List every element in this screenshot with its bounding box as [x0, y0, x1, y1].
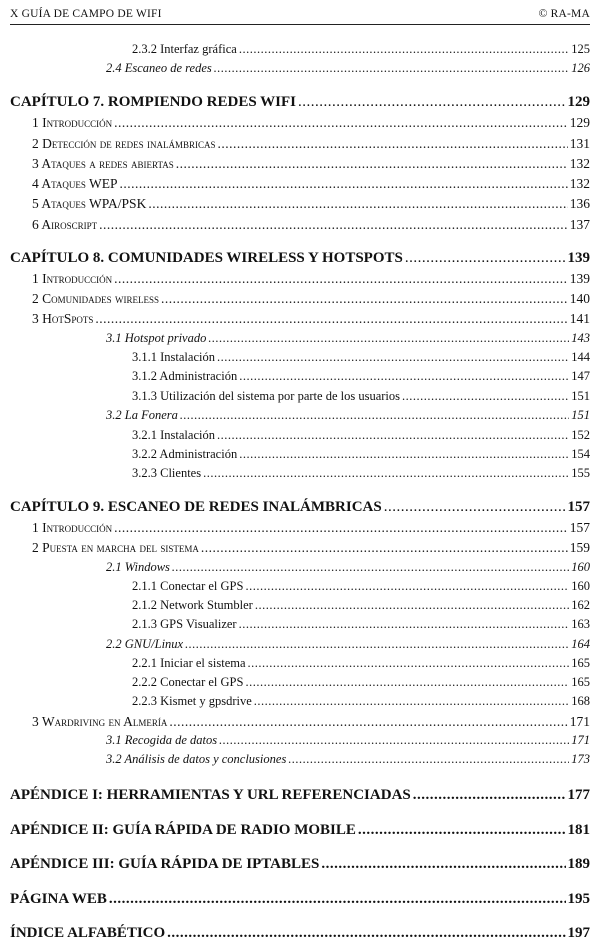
toc-entry-title: 1 Introducción — [32, 115, 113, 130]
toc-entry[interactable] — [10, 115, 590, 131]
toc-entry-page: 139 — [569, 271, 590, 286]
toc-entry-title: 3 HotSpots — [32, 311, 94, 326]
toc-entry-title: 3.2.2 Administración — [132, 447, 238, 461]
toc-entry-title: CAPÍTULO 8. COMUNIDADES WIRELESS Y HOTSPOTS — [10, 250, 403, 266]
toc-dot-leader — [218, 139, 568, 153]
running-header-publisher: © RA-MA — [538, 8, 590, 20]
toc-dot-leader — [358, 824, 566, 839]
toc-entry-title: 2.4 Escaneo de redes — [106, 61, 212, 75]
toc-dot-leader — [413, 789, 566, 804]
toc-entry-page: 141 — [569, 311, 590, 326]
toc-entry-title: 3.2.1 Instalación — [132, 428, 215, 442]
toc-dot-leader — [248, 659, 570, 672]
toc-entry-title: 3.1.3 Utilización del sistema por parte de los usuarios — [132, 389, 400, 403]
toc-dot-leader — [120, 179, 568, 193]
toc-entry-title: 2 Comunidades wireless — [32, 291, 160, 306]
toc-entry-page: 151 — [571, 408, 590, 422]
toc-entry-title: 2.2.1 Iniciar el sistema — [132, 656, 246, 670]
toc-entry[interactable] — [10, 675, 590, 690]
toc-entry-title: 2.1.3 GPS Visualizer — [132, 617, 237, 631]
toc-entry[interactable] — [10, 733, 590, 748]
toc-dot-leader — [176, 159, 568, 173]
toc-dot-leader — [185, 640, 569, 653]
toc-dot-leader — [180, 411, 569, 424]
toc-entry[interactable] — [10, 598, 590, 613]
toc-dot-leader — [239, 450, 569, 463]
toc-entry-title: PÁGINA WEB — [10, 891, 107, 907]
toc-entry-page: 152 — [571, 428, 590, 442]
toc-entry-title: 2.2 GNU/Linux — [106, 637, 184, 651]
toc-entry[interactable] — [10, 408, 590, 423]
toc-entry-page: 125 — [571, 42, 590, 56]
toc-dot-leader — [148, 199, 567, 213]
toc-entry[interactable] — [10, 752, 590, 767]
toc-entry-page: 181 — [567, 822, 590, 838]
toc-entry[interactable] — [10, 714, 590, 730]
toc-entry[interactable] — [10, 271, 590, 287]
toc-dot-leader — [219, 736, 569, 749]
toc-dot-leader — [167, 927, 565, 942]
toc-entry[interactable] — [10, 856, 590, 873]
toc-entry-page: 162 — [571, 598, 590, 612]
toc-dot-leader — [114, 523, 568, 537]
toc-entry-page: 171 — [571, 733, 590, 747]
toc-entry-title: CAPÍTULO 7. ROMPIENDO REDES WIFI — [10, 94, 297, 110]
toc-entry[interactable] — [10, 891, 590, 908]
toc-dot-leader — [208, 334, 569, 347]
toc-entry[interactable] — [10, 822, 590, 839]
toc-entry-page: 157 — [569, 520, 590, 535]
toc-entry-title: 2 Puesta en marcha del sistema — [32, 540, 199, 555]
toc-entry-page: 189 — [567, 856, 590, 872]
toc-entry-title: 2.1 Windows — [106, 560, 170, 574]
toc-entry-page: 160 — [571, 560, 590, 574]
toc-entry-title: 2.1.1 Conectar el GPS — [132, 579, 244, 593]
toc-entry[interactable] — [10, 176, 590, 192]
toc-entry[interactable] — [10, 217, 590, 233]
toc-dot-leader — [288, 755, 569, 768]
toc-entry[interactable] — [10, 617, 590, 632]
toc-entry[interactable] — [10, 311, 590, 327]
toc-entry-page: 177 — [567, 787, 590, 803]
toc-entry-page: 137 — [569, 217, 590, 232]
toc-dot-leader — [239, 372, 569, 385]
toc-entry-title: 3.2 La Fonera — [106, 408, 178, 422]
toc-dot-leader — [254, 697, 569, 710]
toc-entry[interactable] — [10, 579, 590, 594]
toc-entry[interactable] — [10, 499, 590, 516]
toc-entry[interactable] — [10, 291, 590, 307]
toc-entry-page: 159 — [569, 540, 590, 555]
toc-entry[interactable] — [10, 156, 590, 172]
toc-dot-leader — [201, 543, 568, 557]
toc-entry-title: ÍNDICE ALFABÉTICO — [10, 925, 166, 941]
toc-entry-title: 3.2 Análisis de datos y conclusiones — [106, 752, 287, 766]
toc-entry-title: 2.2.2 Conectar el GPS — [132, 675, 244, 689]
toc-entry[interactable] — [10, 369, 590, 384]
toc-entry[interactable] — [10, 520, 590, 536]
toc-entry-title: 1 Introducción — [32, 520, 113, 535]
toc-entry-page: 136 — [569, 196, 590, 211]
toc-dot-leader — [161, 294, 568, 308]
toc-entry-page: 143 — [571, 331, 590, 345]
toc-entry-page: 195 — [567, 891, 590, 907]
toc-entry-page: 163 — [571, 617, 590, 631]
toc-entry[interactable] — [10, 560, 590, 575]
toc-entry-title: 3.1 Recogida de datos — [106, 733, 218, 747]
toc-entry-page: 132 — [569, 156, 590, 171]
toc-dot-leader — [203, 469, 569, 482]
toc-dot-leader — [245, 582, 569, 595]
toc-entry-title: 3.1.1 Instalación — [132, 350, 215, 364]
toc-entry[interactable] — [10, 656, 590, 671]
toc-entry[interactable] — [10, 331, 590, 346]
toc-entry-title: 3 Ataques a redes abiertas — [32, 156, 174, 171]
toc-entry-page: 129 — [567, 94, 590, 110]
toc-entry-page: 165 — [571, 656, 590, 670]
toc-dot-leader — [114, 118, 568, 132]
toc-entry-title: 3.1.2 Administración — [132, 369, 238, 383]
toc-entry-page: 131 — [569, 136, 590, 151]
toc-entry-title: 6 Airoscript — [32, 217, 98, 232]
toc-entry-page: 197 — [567, 925, 590, 941]
toc-entry[interactable] — [10, 447, 590, 462]
toc-entry-title: 2.1.2 Network Stumbler — [132, 598, 253, 612]
toc-entry-title: 3.2.3 Clientes — [132, 466, 202, 480]
toc-entry-page: 144 — [571, 350, 590, 364]
toc-entry-page: 151 — [571, 389, 590, 403]
toc-entry-title: 3 Wardriving en Almería — [32, 714, 168, 729]
toc-entry-page: 157 — [567, 499, 590, 515]
toc-dot-leader — [402, 392, 569, 405]
toc-entry[interactable] — [10, 466, 590, 481]
toc-entry-page: 171 — [569, 714, 590, 729]
toc-entry[interactable] — [10, 350, 590, 365]
toc-entry-page: 132 — [569, 176, 590, 191]
toc-dot-leader — [95, 314, 567, 328]
toc-entry[interactable] — [10, 136, 590, 152]
toc-entry[interactable] — [10, 694, 590, 709]
toc-entry[interactable] — [10, 637, 590, 652]
toc-entry[interactable] — [10, 925, 590, 942]
toc-entry-page: 126 — [571, 61, 590, 75]
toc-entry-page: 165 — [571, 675, 590, 689]
toc-entry-page: 140 — [569, 291, 590, 306]
toc-entry[interactable] — [10, 389, 590, 404]
toc-entry-title: 1 Introducción — [32, 271, 113, 286]
toc-dot-leader — [114, 274, 568, 288]
toc-entry-page: 139 — [567, 250, 590, 266]
toc-dot-leader — [169, 717, 567, 731]
toc-dot-leader — [217, 353, 569, 366]
toc-entry-title: 3.1 Hotspot privado — [106, 331, 207, 345]
toc-dot-leader — [384, 501, 566, 516]
toc-entry-title: APÉNDICE II: GUÍA RÁPIDA DE RADIO MOBILE — [10, 822, 356, 838]
toc-entry-page: 147 — [571, 369, 590, 383]
toc-entry[interactable] — [10, 196, 590, 212]
toc-entry[interactable] — [10, 540, 590, 556]
toc-dot-leader — [239, 45, 569, 58]
toc-entry-title: 4 Ataques WEP — [32, 176, 118, 191]
running-header-title: X GUÍA DE CAMPO DE WIFI — [10, 8, 162, 20]
toc-entry-title: 2 Detección de redes inalámbricas — [32, 136, 216, 151]
toc-entry[interactable] — [10, 250, 590, 267]
toc-dot-leader — [405, 252, 566, 267]
toc-entry-page: 173 — [571, 752, 590, 766]
toc-dot-leader — [109, 893, 566, 908]
toc-entry[interactable] — [10, 94, 590, 111]
toc-entry-page: 168 — [571, 694, 590, 708]
toc-entry-page: 160 — [571, 579, 590, 593]
toc-dot-leader — [217, 431, 569, 444]
toc-entry-page: 154 — [571, 447, 590, 461]
toc-entry-title: 5 Ataques WPA/PSK — [32, 196, 147, 211]
toc-dot-leader — [99, 220, 568, 234]
toc-entry-title: APÉNDICE I: HERRAMIENTAS Y URL REFERENCIADAS — [10, 787, 411, 803]
toc-entry-title: CAPÍTULO 9. ESCANEO DE REDES INALÁMBRICAS — [10, 499, 382, 515]
toc-entry-title: 2.2.3 Kismet y gpsdrive — [132, 694, 252, 708]
running-header — [10, 4, 590, 25]
toc-entry[interactable] — [10, 428, 590, 443]
toc-dot-leader — [214, 64, 569, 77]
toc-entry[interactable] — [10, 42, 590, 57]
toc-dot-leader — [298, 96, 565, 111]
toc-entry[interactable] — [10, 787, 590, 804]
toc-dot-leader — [245, 678, 569, 691]
toc-entry-page: 164 — [571, 637, 590, 651]
toc-dot-leader — [255, 601, 569, 614]
toc-entry-title: APÉNDICE III: GUÍA RÁPIDA DE IPTABLES — [10, 856, 320, 872]
toc-dot-leader — [239, 620, 570, 633]
toc-dot-leader — [172, 563, 569, 576]
toc-entry-page: 129 — [569, 115, 590, 130]
toc-entry-page: 155 — [571, 466, 590, 480]
toc-entry-title: 2.3.2 Interfaz gráfica — [132, 42, 237, 56]
toc-entry[interactable] — [10, 61, 590, 76]
toc-dot-leader — [321, 858, 565, 873]
